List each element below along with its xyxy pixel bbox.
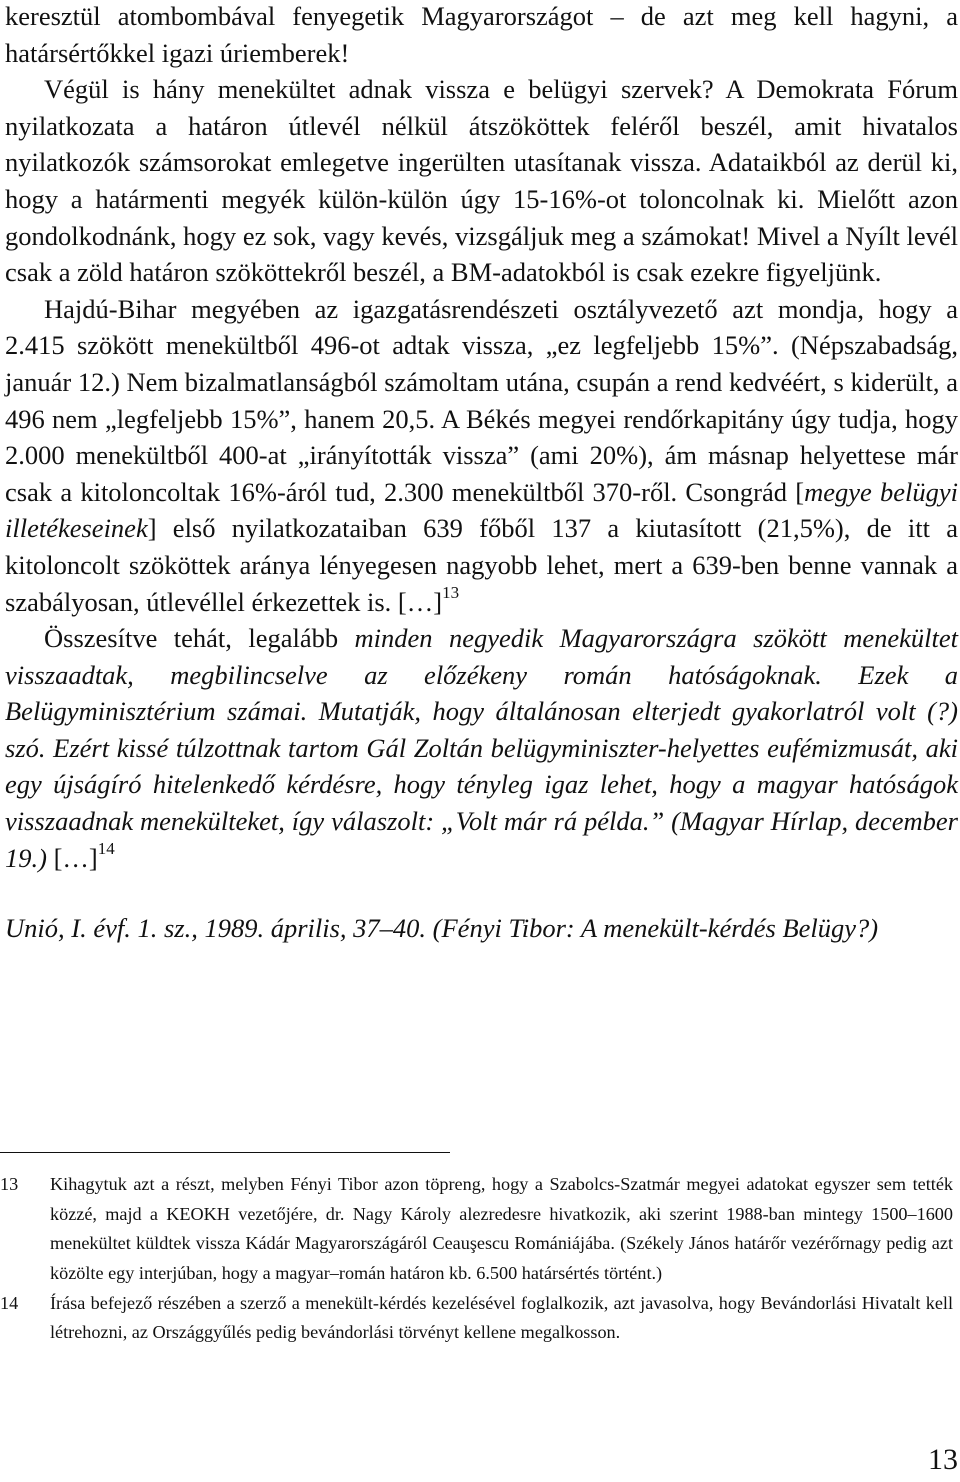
footnote-text: Írása befejező részében a szerző a menekült-kérdés kezelésével foglalkozik, azt javasolva, hogy Bevándorlási Hivatalt kell létrehozni, az Országgyűlés pedig bevándorlási törvényt kellene megalkosson.	[50, 1292, 953, 1343]
paragraph-1-text: keresztül atombombával fenyegetik Magyarországot – de azt meg kell hagyni, a határsértőkkel igazi úriemberek!	[5, 1, 958, 68]
paragraph-2-text: Végül is hány menekültet adnak vissza e belügyi szervek? A Demokrata Fórum nyilatkozata a határon útlevél nélkül átszököttek feléről beszél, amit hivatalos nyilatkozók számsorokat emlegetve ingerülten utasítanak vissza. Adataikból az derül ki, hogy a határmenti megyék külön-külön úgy 15-16%-ot toloncolnak ki. Mielőtt azon gondolkodnánk, hogy ez sok, vagy kevés, vizsgáljuk meg a számokat! Mivel a Nyílt levél csak a zöld határon szököttekről beszél, a BM-adatokból is csak ezekre figyeljünk.	[5, 74, 958, 288]
footnote-ref-13[interactable]: 13	[442, 582, 460, 602]
source-citation: Unió, I. évf. 1. sz., 1989. április, 37–40. (Fényi Tibor: A menekült-kérdés Belügy?)	[5, 913, 879, 944]
footnote-divider	[0, 1152, 450, 1153]
paragraph-3	[5, 291, 958, 620]
footnote-text: Kihagytuk azt a részt, melyben Fényi Tibor azon töpreng, hogy a Szabolcs-Szatmár megyei adatokat egyszer sem tették közzé, majd a KEOKH vezetőjére, dr. Nagy Károly alezredesre hivatkozik, aki szerint 1988-ban mintegy 1500–1600 menekültet küldtek vissza Kádár Magyarországáról Ceauşescu Romániájába. (Székely János határőr vezérőrnagy pedig azt közölte egy interjúban, hogy a magyar–román határon kb. 6.500 határsértés történt.)	[50, 1174, 953, 1283]
paragraph-3-text-a: Hajdú-Bihar megyében az igazgatásrendészeti osztályvezető azt mondja, hogy a 2.415 szökött menekültből 496-ot adtak vissza, „ez legfeljebb 15%”. (Népszabadság, január 12.) Nem bizalmatlanságból számoltam utána, csupán a rend kedvéért, s kiderült, a 496 nem „legfeljebb 15%”, hanem 20,5. A Békés megyei rendőrkapitány úgy tudja, hogy 2.000 menekültből 400-at „irányították vissza” (ami 20%), ám másnap helyettese már csak a kitoloncoltak 16%-áról tud, 2.300 menekültből 370-ről. Csongrád [	[5, 293, 958, 507]
paragraph-3-text-b: ] első nyilatkozataiban 639 főből 137 a kiutasított (21,5%), de itt a kitoloncolt szököttek aránya lényegesen nagyobb lehet, mert a 639-ben benne vannak a szabályosan, útlevéllel érkezettek is. […]	[5, 513, 958, 617]
page-number: 13	[928, 1443, 958, 1476]
footnote-number: 13	[0, 1174, 19, 1194]
footnote-ref-14[interactable]: 14	[97, 838, 115, 858]
paragraph-4-text-b: […]	[46, 842, 98, 873]
paragraph-2	[5, 71, 958, 291]
page-content	[5, 0, 958, 947]
paragraph-4-italic: minden negyedik Magyarországra szökött menekültet visszaadtak, megbilincselve az előzékeny román hatóságoknak. Ezek a Belügyminisztérium számai. Mutatják, hogy általánosan elterjedt gyakorlatról volt (?) szó. Ezért kissé túlzottnak tartom Gál Zoltán belügyminiszter-helyettes eufémizmusát, aki egy újságíró hitelenkedő kérdésre, hogy tényleg igaz lehet, hogy a magyar hatóságok visszaadnak menekülteket, így válaszolt: „Volt már rá példa.” (Magyar Hírlap, december 19.)	[5, 623, 958, 873]
footnote-number: 14	[0, 1292, 19, 1313]
paragraph-4-text-a: Összesítve tehát, legalább	[44, 623, 355, 654]
footnote-14	[0, 1289, 953, 1348]
footnote-13	[0, 1170, 953, 1288]
paragraph-3-italic: megye belügyi illetékeseinek	[5, 476, 958, 544]
paragraph-1	[5, 0, 958, 71]
paragraph-4	[5, 620, 958, 876]
footnotes	[0, 1170, 953, 1349]
